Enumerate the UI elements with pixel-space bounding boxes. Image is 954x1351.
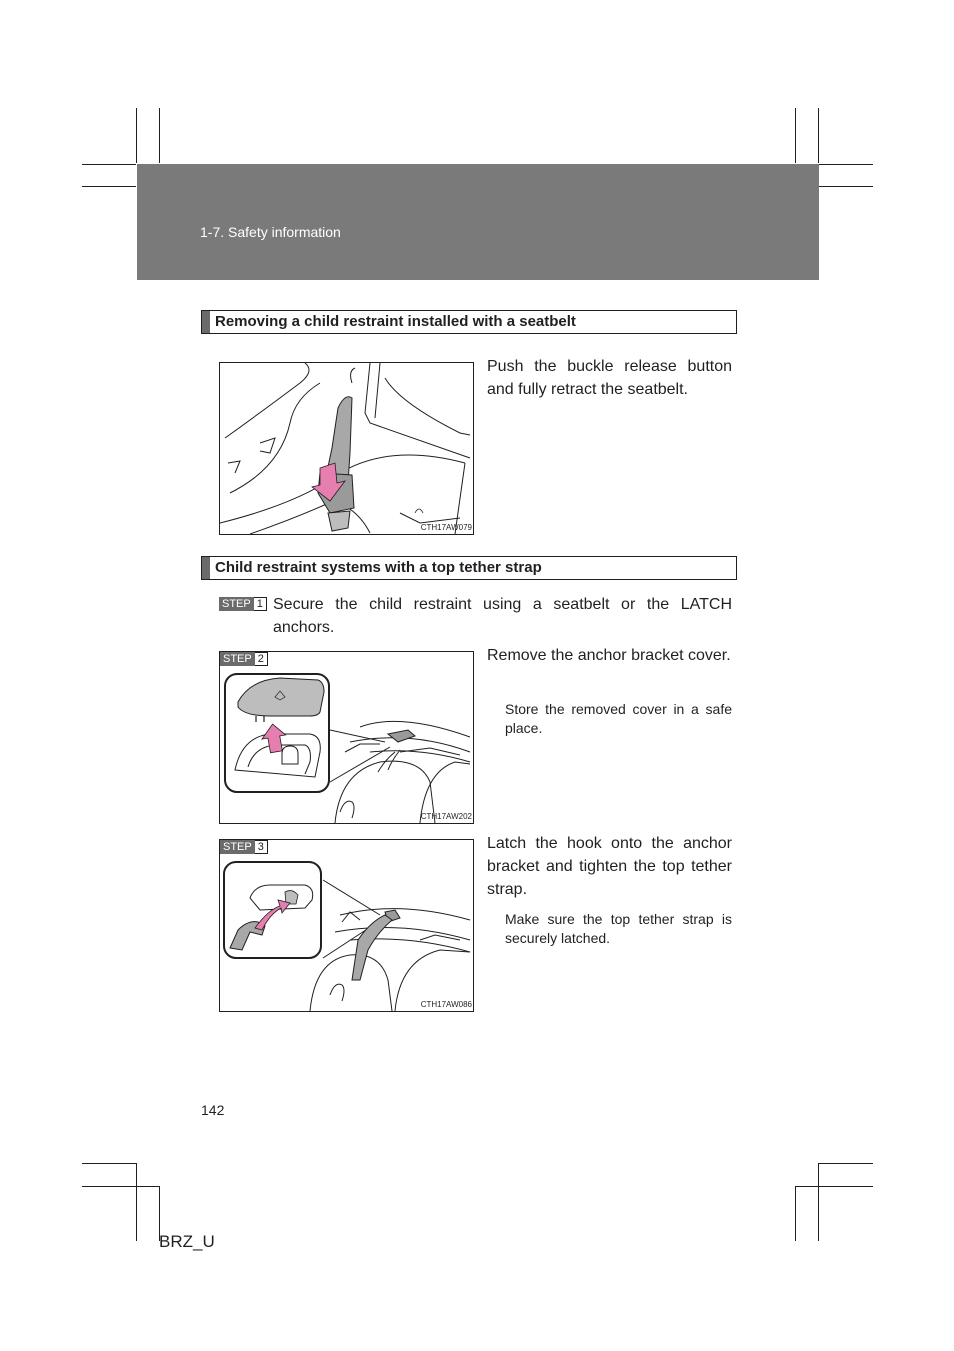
- figure-buckle-release: [219, 362, 474, 535]
- instruction-text: Push the buckle release button and fully retract the seatbelt.: [487, 358, 732, 398]
- step-number: 1: [254, 597, 267, 611]
- step-number: 2: [255, 652, 268, 666]
- step-label: STEP: [220, 840, 255, 854]
- step-label: STEP: [220, 652, 255, 666]
- crop-mark: [819, 164, 873, 165]
- step1-text: Secure the child restraint using a seatbelt or the LATCH anchors.: [273, 596, 732, 636]
- step-badge-3: [220, 840, 268, 854]
- crop-mark: [136, 1163, 137, 1241]
- figure-code: CTH17AW086: [420, 1000, 472, 1009]
- figure-anchor-cover: [219, 651, 474, 824]
- header-band: [137, 164, 819, 280]
- crop-mark: [819, 1163, 873, 1164]
- step2-note: Store the removed cover in a safe place.: [505, 701, 732, 736]
- crop-mark: [82, 164, 136, 165]
- section-label: 1-7. Safety information: [200, 224, 341, 240]
- step-badge-2: [220, 652, 268, 666]
- step2-text: Remove the anchor bracket cover.: [487, 647, 731, 664]
- step3-note: Make sure the top tether strap is securely latched.: [505, 911, 732, 946]
- section-title: Removing a child restraint installed with a seatbelt: [215, 313, 576, 330]
- step-number: 3: [255, 840, 268, 854]
- crop-mark: [82, 1186, 159, 1187]
- crop-mark: [795, 1186, 873, 1187]
- crop-mark: [795, 1186, 796, 1241]
- buckle-illustration: [220, 363, 473, 534]
- section-heading-top-tether: [201, 556, 737, 580]
- step-badge-1: [219, 597, 267, 611]
- figure-tether-hook: [219, 839, 474, 1012]
- figure-code: CTH17AW079: [420, 523, 472, 532]
- crop-mark: [819, 186, 873, 187]
- section-title: Child restraint systems with a top tether strap: [215, 559, 542, 576]
- crop-mark: [136, 108, 137, 163]
- model-code: BRZ_U: [159, 1232, 215, 1251]
- crop-mark: [82, 1163, 136, 1164]
- crop-mark: [818, 1163, 819, 1241]
- tether-hook-illustration: [220, 840, 473, 1011]
- step-label: STEP: [219, 597, 254, 611]
- crop-mark: [795, 108, 796, 163]
- crop-mark: [82, 186, 136, 187]
- section-heading-removing: [201, 310, 737, 334]
- step3-text: Latch the hook onto the anchor bracket and tighten the top tether strap.: [487, 835, 732, 898]
- anchor-cover-illustration: [220, 652, 473, 823]
- figure-code: CTH17AW202: [420, 812, 472, 821]
- heading-bar: [202, 557, 210, 579]
- crop-mark: [159, 108, 160, 163]
- heading-bar: [202, 311, 210, 333]
- page-number: 142: [201, 1102, 225, 1118]
- crop-mark: [818, 108, 819, 163]
